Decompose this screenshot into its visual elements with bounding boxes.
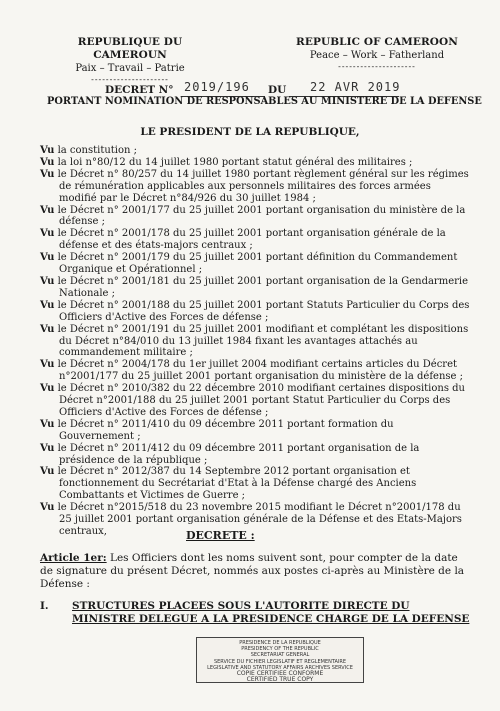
decree-number-line [105,80,435,96]
header-left [45,36,215,86]
motto-fr: Paix – Travail – Patrie [75,63,185,74]
vu-item: Vu le Décret n° 2012/387 du 14 Septembre 2012 portant organisation et fonctionnement du Secrétariat d'Etat à la Défense chargé des Anciens Combattants et Victimes de Guerre ; [40,466,417,502]
stamp-line: COPIE CERTIFIEE CONFORME [236,670,324,678]
article-1 [40,552,470,591]
vu-item: Vu le Décret n° 2001/181 du 25 juillet 2001 portant organisation de la Gendarmerie Nationale ; [40,275,469,299]
vu-item: Vu le Décret n° 2004/178 du 1er juillet 2004 modifiant certains articles du Décret n°2001/177 du 25 juillet 2001 portant organisation du ministère de la défense ; [40,359,463,383]
vu-item: Vu le Décret n° 2010/382 du 22 décembre 2010 modifiant certaines dispositions du Décret n°2001/188 du 25 juillet 2001 portant Statut Particulier du Corps des Officiers d'Active des Forces de défense ; [40,383,465,418]
header-divider-right: --------------------- [338,62,416,71]
republic-name-en: REPUBLIC OF CAMEROON [296,36,458,48]
stamp-line: LEGISLATIVE AND STATUTORY AFFAIRS ARCHIVES SERVICE [207,664,353,671]
vu-item: Vu le Décret n° 2011/412 du 09 décembre 2011 portant organisation de la présidence de la république ; [40,442,420,466]
republic-name-fr: REPUBLIQUE DU CAMEROUN [77,36,183,61]
president-heading: LE PRESIDENT DE LA REPUBLIQUE, [140,126,360,138]
stamp-line: SECRETARIAT GENERAL [250,652,310,659]
motto-en: Peace – Work – Fatherland [309,50,445,61]
vu-item: Vu le Décret n° 2001/188 du 25 juillet 2001 portant Statuts Particulier du Corps des Officiers d'Active des Forces de défense ; [40,299,470,323]
vu-list [40,145,470,538]
decree-subject: PORTANT NOMINATION DE RESPONSABLES AU MINISTERE DE LA DEFENSE [47,96,482,107]
vu-item: Vu le Décret n° 2001/177 du 25 juillet 2001 portant organisation du ministère de la défense ; [40,204,466,228]
stamp-line: PRESIDENCY OF THE REPUBLIC [241,646,319,653]
vu-item: Vu le Décret n° 2011/410 du 09 décembre 2011 portant formation du Gouvernement ; [40,418,394,442]
vu-item: Vu le Décret n° 80/257 du 14 juillet 1980 portant règlement général sur les régimes de rémunération applicables aux personnels militaires des forces armées modifié par le Décret n°84/926 du 30 juillet 1984 ; [40,168,469,204]
article-1-label: Article 1er: [40,552,107,564]
section-1-numeral: I. [40,600,49,612]
decree-du: DU [268,84,287,96]
stamp-line: SERVICE DU FICHIER LEGISLATIF ET REGLEMENTAIRE [213,658,347,665]
vu-item: Vu le Décret n°2015/518 du 23 novembre 2015 modifiant le Décret n°2001/178 du 25 juillet 2001 portant organisation générale de la Défense et des Etats-Majors centraux, [40,502,462,537]
decree-label: DECRET N° [105,84,174,96]
vu-item: Vu le Décret n° 2001/178 du 25 juillet 2001 portant organisation générale de la défense et des états-majors centraux ; [40,228,446,252]
stamp-line: PRESIDENCE DE LA REPUBLIQUE [239,640,321,646]
vu-item: Vu le Décret n° 2001/191 du 25 juillet 2001 modifiant et complétant les dispositions du Décret n°84/010 du 13 juillet 1984 fixant les avantages attachés au commandement militaire ; [40,323,469,359]
stamp-line: CERTIFIED TRUE COPY [246,676,314,684]
decrete-heading: DECRETE : [186,529,255,542]
vu-item: Vu la loi n°80/12 du 14 juillet 1980 portant statut général des militaires ; [40,156,413,168]
decree-date: 22 AVR 2019 [310,80,401,94]
vu-item: Vu le Décret n° 2001/179 du 25 juillet 2001 portant définition du Commandement Organique et Opérationnel ; [40,252,458,276]
decree-number: 2019/196 [184,80,250,94]
header-right [292,36,462,73]
vu-item: Vu la constitution ; [40,145,138,156]
section-1-title: STRUCTURES PLACEES SOUS L'AUTORITE DIRECTE DU MINISTRE DELEGUE A LA PRESIDENCE CHARGE DE LA DEFENSE [72,600,470,625]
header-divider-left: --------------------- [91,75,169,84]
article-1-text: Les Officiers dont les noms suivent sont, pour compter de la date de signature du présent Décret, nommés aux postes ci-après au Ministère de la Défense : [40,552,465,590]
certified-copy-stamp [196,637,364,683]
